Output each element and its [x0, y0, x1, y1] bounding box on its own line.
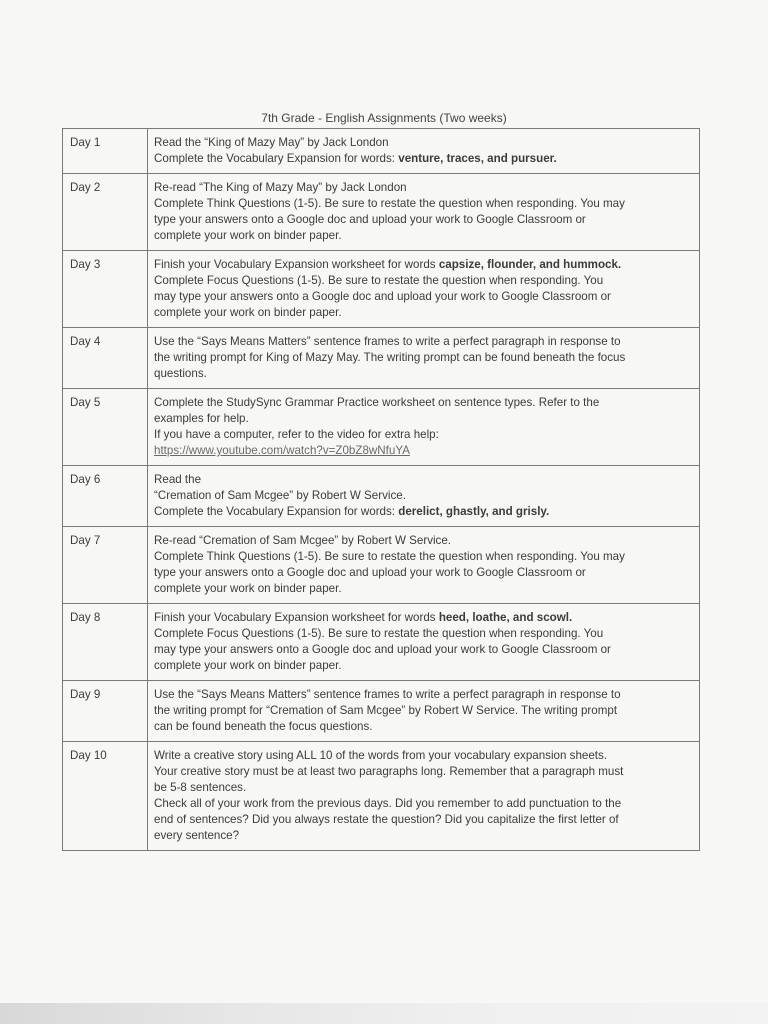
- assignment-line: [154, 565, 693, 581]
- table-row: [63, 742, 700, 851]
- assignment-text: Complete Focus Questions (1-5). Be sure to restate the question when responding. You: [154, 274, 604, 287]
- assignment-line: [154, 687, 693, 703]
- page-title: 7th Grade - English Assignments (Two weeks): [261, 111, 507, 125]
- assignment-line: [154, 719, 693, 735]
- table-row: [63, 251, 700, 328]
- assignment-text: Complete Think Questions (1-5). Be sure to restate the question when responding. You may: [154, 550, 625, 563]
- assignment-text: Re-read “The King of Mazy May” by Jack London: [154, 181, 407, 194]
- assignment-text: Complete Think Questions (1-5). Be sure to restate the question when responding. You may: [154, 197, 625, 210]
- assignment-line: [154, 212, 693, 228]
- assignment-line: [154, 427, 693, 443]
- assignment-text: the writing prompt for King of Mazy May. The writing prompt can be found beneath the focus: [154, 351, 626, 364]
- assignment-cell: [148, 328, 700, 389]
- table-row: [63, 389, 700, 466]
- assignment-text: Use the “Says Means Matters” sentence frames to write a perfect paragraph in response to: [154, 688, 621, 701]
- assignment-line: [154, 334, 693, 350]
- assignment-line: [154, 780, 693, 796]
- assignment-text: every sentence?: [154, 829, 240, 842]
- assignment-text: Use the “Says Means Matters” sentence frames to write a perfect paragraph in response to: [154, 335, 621, 348]
- assignment-line: [154, 610, 693, 626]
- assignment-cell: [148, 604, 700, 681]
- assignment-text: Complete the Vocabulary Expansion for words:: [154, 152, 399, 165]
- assignment-text: Check all of your work from the previous days. Did you remember to add punctuation to the: [154, 797, 622, 810]
- assignment-cell: [148, 742, 700, 851]
- assignment-line: [154, 350, 693, 366]
- assignment-line: [154, 289, 693, 305]
- assignment-text: Complete the StudySync Grammar Practice worksheet on sentence types. Refer to the: [154, 396, 600, 409]
- assignment-text: If you have a computer, refer to the video for extra help:: [154, 428, 439, 441]
- day-label: Day 5: [63, 389, 148, 466]
- assignment-line: [154, 764, 693, 780]
- assignment-text: be 5-8 sentences.: [154, 781, 247, 794]
- assignment-text: type your answers onto a Google doc and upload your work to Google Classroom or: [154, 566, 586, 579]
- assignment-line: [154, 642, 693, 658]
- assignment-line: [154, 273, 693, 289]
- assignment-line: [154, 658, 693, 674]
- video-link[interactable]: https://www.youtube.com/watch?v=Z0bZ8wNfuYA: [154, 444, 410, 457]
- assignment-text: may type your answers onto a Google doc and upload your work to Google Classroom or: [154, 643, 611, 656]
- assignment-text: complete your work on binder paper.: [154, 582, 342, 595]
- table-row: [63, 174, 700, 251]
- day-label: Day 10: [63, 742, 148, 851]
- day-label: Day 3: [63, 251, 148, 328]
- assignment-line: [154, 549, 693, 565]
- vocabulary-words: derelict, ghastly, and grisly.: [398, 505, 550, 518]
- assignment-text: complete your work on binder paper.: [154, 659, 342, 672]
- assignment-line: [154, 796, 693, 812]
- assignment-line: [154, 488, 693, 504]
- table-row: [63, 681, 700, 742]
- assignment-line: [154, 411, 693, 427]
- vocabulary-words: venture, traces, and pursuer.: [398, 152, 557, 165]
- assignment-text: complete your work on binder paper.: [154, 229, 342, 242]
- vocabulary-words: capsize, flounder, and hummock.: [438, 258, 622, 271]
- day-label: Day 9: [63, 681, 148, 742]
- assignment-line: [154, 180, 693, 196]
- assignment-line: [154, 151, 693, 167]
- assignment-text: Complete Focus Questions (1-5). Be sure to restate the question when responding. You: [154, 627, 604, 640]
- assignment-text: Read the “King of Mazy May” by Jack London: [154, 136, 389, 149]
- assignment-text: end of sentences? Did you always restate the question? Did you capitalize the first letter of: [154, 813, 619, 826]
- assignment-line: [154, 196, 693, 212]
- assignment-line: [154, 828, 693, 844]
- scan-edge-shadow: [0, 1003, 768, 1024]
- table-row: [63, 527, 700, 604]
- assignment-text: questions.: [154, 367, 207, 380]
- assignment-line: [154, 257, 693, 273]
- assignment-line: [154, 581, 693, 597]
- assignment-cell: [148, 251, 700, 328]
- assignment-cell: [148, 389, 700, 466]
- assignment-cell: [148, 527, 700, 604]
- assignment-text: Finish your Vocabulary Expansion worksheet for words: [154, 611, 439, 624]
- assignment-text: complete your work on binder paper.: [154, 306, 342, 319]
- assignment-cell: [148, 174, 700, 251]
- day-label: Day 8: [63, 604, 148, 681]
- assignment-line: [154, 533, 693, 549]
- day-label: Day 4: [63, 328, 148, 389]
- assignment-cell: [148, 681, 700, 742]
- assignment-text: Your creative story must be at least two paragraphs long. Remember that a paragraph must: [154, 765, 624, 778]
- table-row: [63, 129, 700, 174]
- assignment-text: Read the: [154, 473, 202, 486]
- assignment-text: type your answers onto a Google doc and upload your work to Google Classroom or: [154, 213, 586, 226]
- day-label: Day 6: [63, 466, 148, 527]
- assignment-line: [154, 812, 693, 828]
- assignment-text: Finish your Vocabulary Expansion worksheet for words: [154, 258, 439, 271]
- assignment-line: [154, 395, 693, 411]
- day-label: Day 2: [63, 174, 148, 251]
- assignment-line: [154, 228, 693, 244]
- assignment-text: the writing prompt for “Cremation of Sam Mcgee” by Robert W Service. The writing prompt: [154, 704, 618, 717]
- assignment-text: Complete the Vocabulary Expansion for words:: [154, 505, 399, 518]
- assignment-cell: [148, 129, 700, 174]
- table-row: [63, 328, 700, 389]
- table-row: [63, 604, 700, 681]
- assignment-line: [154, 748, 693, 764]
- assignment-text: Write a creative story using ALL 10 of the words from your vocabulary expansion sheets.: [154, 749, 608, 762]
- assignment-text: may type your answers onto a Google doc and upload your work to Google Classroom or: [154, 290, 611, 303]
- assignment-line: [154, 366, 693, 382]
- assignment-text: can be found beneath the focus questions.: [154, 720, 373, 733]
- assignment-line: [154, 504, 693, 520]
- assignment-line: [154, 626, 693, 642]
- assignment-text: examples for help.: [154, 412, 249, 425]
- day-label: Day 7: [63, 527, 148, 604]
- vocabulary-words: heed, loathe, and scowl.: [438, 611, 573, 624]
- assignment-text: “Cremation of Sam Mcgee” by Robert W Service.: [154, 489, 406, 502]
- assignment-line: [154, 703, 693, 719]
- assignment-text: Re-read “Cremation of Sam Mcgee” by Robert W Service.: [154, 534, 452, 547]
- assignment-line: [154, 305, 693, 321]
- assignment-cell: [148, 466, 700, 527]
- assignment-line: [154, 135, 693, 151]
- assignment-line: [154, 472, 693, 488]
- assignment-table: [62, 128, 700, 851]
- day-label: Day 1: [63, 129, 148, 174]
- table-row: [63, 466, 700, 527]
